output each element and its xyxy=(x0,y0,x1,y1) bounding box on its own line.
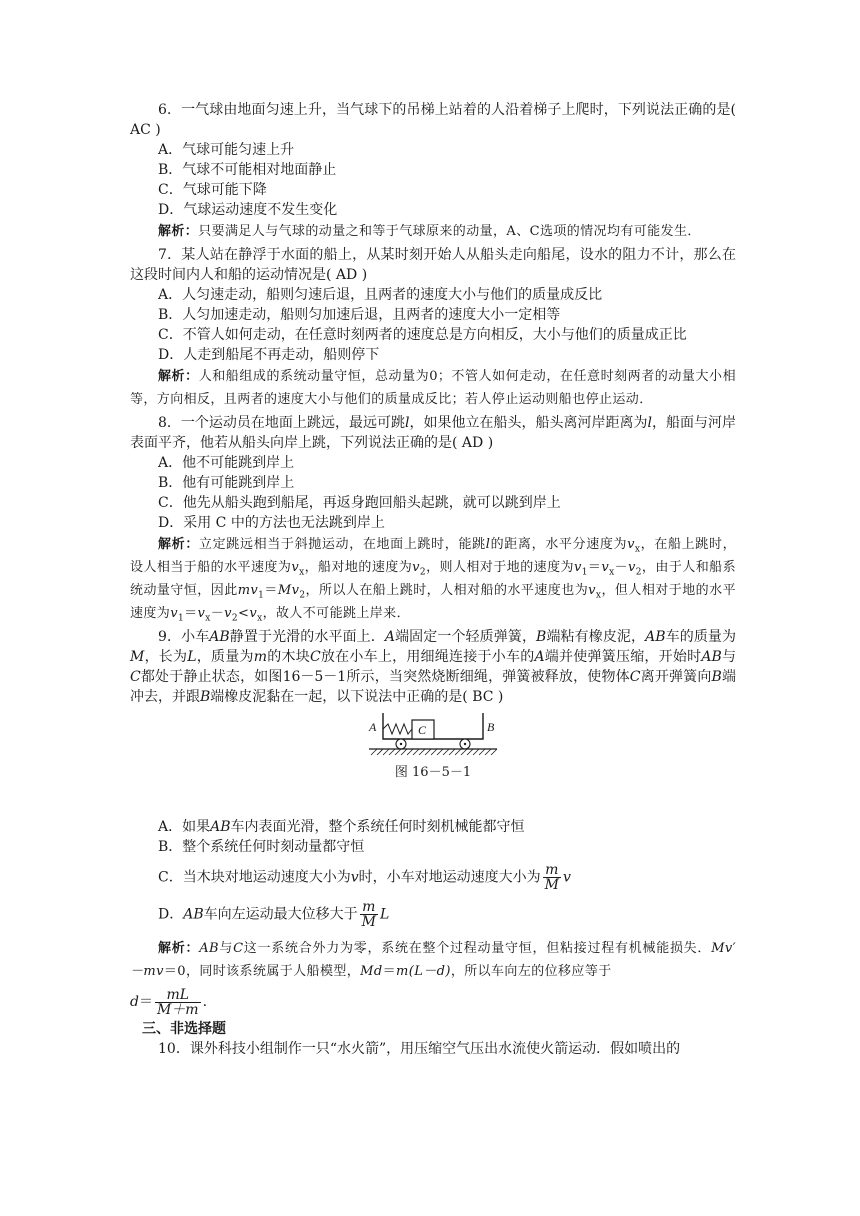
q9-stem-part: 端并使弹簧压缩，开始时 xyxy=(544,649,702,665)
q9-option-part: C．当木块对地运动速度大小为 xyxy=(158,869,351,886)
q8-var-v: v xyxy=(627,537,635,552)
fraction-m-over-M xyxy=(543,863,561,892)
q8-analysis-part: － xyxy=(210,606,225,621)
content xyxy=(130,100,736,1059)
q9-var-c: C xyxy=(309,649,321,665)
q9-var-a: A xyxy=(384,629,395,645)
q9-var-c: C xyxy=(130,669,141,685)
q9-stem-part: 9．小车 xyxy=(158,629,210,645)
q8-var-v: v xyxy=(291,560,300,575)
q8-analysis-part: ，则人相对于地的速度为 xyxy=(426,560,574,575)
q8-option-c: C．他先从船头跑到船尾，再返身跑回船头起跳，就可以跳到岸上 xyxy=(158,495,561,511)
q9-stem-part: 的木块 xyxy=(267,649,310,665)
q8-sub: x xyxy=(205,613,211,624)
q9-stem-part: 端橡皮泥黏在一起，以下说法中正确的是( BC ) xyxy=(210,689,504,705)
q9-option-part: A．如果 xyxy=(158,819,211,835)
label-b: B xyxy=(487,720,495,734)
q9-var-ab: AB xyxy=(199,941,219,956)
fraction-numerator: m xyxy=(360,900,378,915)
q9-var-v: v xyxy=(562,869,571,886)
q9-stem-part: ，质量为 xyxy=(196,649,254,665)
q8-option-b: B．他有可能跳到岸上 xyxy=(158,475,295,491)
q8-var-M: M xyxy=(277,583,292,598)
q8-var-l: l xyxy=(404,415,410,431)
q9-var-b: B xyxy=(711,669,722,685)
ground-hatch xyxy=(371,749,497,755)
q8-var-v: v xyxy=(601,560,610,575)
q8-analysis-part: － xyxy=(614,560,628,575)
q8-var-l: l xyxy=(485,537,491,552)
q8-analysis-part: < xyxy=(238,606,250,621)
q9-var-ab: AB xyxy=(209,629,230,645)
section-heading: 三、非选择题 xyxy=(142,1021,226,1037)
q9-analysis-result xyxy=(130,985,736,1019)
q9-var-M: M xyxy=(130,649,145,665)
q8-sub: x xyxy=(257,613,263,624)
label-a: A xyxy=(369,720,377,734)
spring xyxy=(383,724,412,734)
q9-var-ab: AB xyxy=(701,649,722,665)
q8-sub: x xyxy=(634,544,641,555)
q9-var-c: C xyxy=(233,941,244,956)
q8-var-v: v xyxy=(588,583,596,598)
q8-var-v: v xyxy=(249,606,258,621)
q9-analysis-part: ＝0，同时该系统属于人船模型， xyxy=(163,964,361,979)
q8-analysis-part: ，在船上跳时，设人相当于船的水平速度为 xyxy=(130,537,737,575)
q8-sub: x xyxy=(609,567,615,578)
q7-option-d: D．人走到船尾不再走动，船则停下 xyxy=(158,347,380,363)
q8-analysis-part: ，由于人和船系统动量守恒，因此 xyxy=(130,560,736,598)
q8-sub: 2 xyxy=(231,613,239,624)
q9-option-part: 时，小车对地运动速度大小为 xyxy=(358,869,541,886)
q8-stem-part: ，如果他立在船头，船头离河岸距离为 xyxy=(409,415,648,431)
analysis-label: 解析： xyxy=(158,224,199,239)
fraction-numerator: m xyxy=(543,863,561,878)
q7-stem: 7．某人站在静浮于水面的船上，从某时刻开始人从船头走向船尾，设水的阻力不计，那么在这段时间内人和船的运动情况是( AD ) xyxy=(130,247,736,283)
q8-analysis-part: ，但人相对于地的水平速度为 xyxy=(130,583,737,621)
q6-option-b: B．气球不可能相对地面静止 xyxy=(158,162,337,178)
q9-var-L: L xyxy=(379,906,390,923)
q10-stem: 10．课外科技小组制作一只“水火箭”，用压缩空气压出水流使火箭运动．假如喷出的 xyxy=(158,1041,681,1057)
q9-var-ab: AB xyxy=(645,629,666,645)
q9-var-a: A xyxy=(534,649,545,665)
q9-analysis-part: ，所以车向左的位移应等于 xyxy=(450,964,612,979)
q7-analysis xyxy=(130,365,736,411)
q7-option-a: A．人匀速走动，船则匀速后退，且两者的速度大小与他们的质量成反比 xyxy=(158,287,603,303)
q8-var-v: v xyxy=(250,583,259,598)
q8-stem xyxy=(130,413,736,453)
analysis-label: 解析： xyxy=(158,369,199,384)
q9-expr: Mv′ xyxy=(711,941,736,956)
q9-var-d: d xyxy=(130,994,139,1010)
q9-stem-part: 离开弹簧向 xyxy=(640,669,712,685)
q8-analysis-part: ＝ xyxy=(184,606,198,621)
q8-var-v: v xyxy=(573,560,582,575)
q8-analysis xyxy=(130,533,736,625)
cart-diagram xyxy=(363,711,503,761)
figure-cart xyxy=(130,711,736,783)
q9-stem xyxy=(130,627,736,707)
q7-option-b: B．人匀加速走动，船则匀加速后退，且两者的速度大小一定相等 xyxy=(158,307,561,323)
fraction-m-over-M xyxy=(360,900,378,929)
q9-var-b: B xyxy=(200,689,211,705)
q9-var-v: v xyxy=(350,869,359,886)
q8-sub: 1 xyxy=(581,567,588,578)
q8-sub: 2 xyxy=(419,567,427,578)
q9-var-ab: AB xyxy=(210,819,231,835)
q9-option-part: 车向左运动最大位移大于 xyxy=(203,906,358,923)
q9-analysis-part: ＝ xyxy=(138,994,153,1010)
q8-var-v: v xyxy=(197,606,206,621)
q9-stem-part: 端冲去，并跟 xyxy=(130,669,736,705)
q9-stem-part: 与 xyxy=(721,649,737,665)
q6-option-d: D．气球运动速度不发生变化 xyxy=(158,202,338,218)
q9-var-L: L xyxy=(187,649,197,665)
q9-option-d xyxy=(130,900,736,929)
q9-option-b: B．整个系统任何时刻动量都守恒 xyxy=(158,839,365,855)
fraction-numerator: mL xyxy=(155,988,201,1003)
q8-sub: 1 xyxy=(258,590,265,601)
q8-var-l: l xyxy=(647,415,652,431)
q9-analysis-part: ＝ xyxy=(382,964,396,979)
q6-option-c: C．气球可能下降 xyxy=(158,182,267,198)
q9-stem-part: 端粘有橡皮泥， xyxy=(546,629,646,645)
q8-sub: 2 xyxy=(299,590,306,601)
q9-stem-part: 静置于光滑的水平面上． xyxy=(229,629,385,645)
q7-analysis-text: 人和船组成的系统动量守恒，总动量为0；不管人如何走动，在任意时刻两者的动量大小相等，方向相反，且两者的速度大小与他们的质量成反比；若人停止运动则船也停止运动． xyxy=(130,369,736,407)
q9-stem-part: 放在小车上，用细绳连接于小车的 xyxy=(320,649,535,665)
label-c: C xyxy=(418,723,427,737)
q6-analysis xyxy=(130,220,736,243)
q9-var-m: m xyxy=(253,649,268,665)
q8-analysis-part: ，故人不可能跳上岸来． xyxy=(262,606,410,621)
q6-analysis-text: 只要满足人与气球的动量之和等于气球原来的动量，A、C选项的情况均有可能发生． xyxy=(198,224,701,239)
q8-analysis-part: 立定跳远相当于斜抛运动，在地面上跳时，能跳 xyxy=(198,537,486,552)
q9-option-part: 车内表面光滑，整个系统任何时刻机械能都守恒 xyxy=(230,819,525,835)
q8-analysis-part: ＝ xyxy=(264,583,278,598)
analysis-label: 解析： xyxy=(158,941,200,956)
q6-stem: 6．一气球由地面匀速上升，当气球下的吊梯上站着的人沿着梯子上爬时，下列说法正确的是( AC ) xyxy=(130,102,736,138)
q8-sub: 2 xyxy=(635,567,642,578)
q9-var-ab: AB xyxy=(183,906,204,923)
q7-option-c: C．不管人如何走动，在任意时刻两者的速度总是方向相反，大小与他们的质量成正比 xyxy=(158,327,687,343)
q6-option-a: A．气球可能匀速上升 xyxy=(158,142,295,158)
q9-stem-part: 车的质量为 xyxy=(665,629,737,645)
figure-caption: 图 16－5－1 xyxy=(394,765,472,780)
q9-option-c xyxy=(130,863,736,892)
q8-var-v: v xyxy=(412,560,420,575)
q9-stem-part: 都处于静止状态，如图16－5－1所示，当突然烧断细绳，弹簧被释放，使物体 xyxy=(140,669,630,685)
q8-sub: x xyxy=(595,590,602,601)
q8-var-v: v xyxy=(170,606,178,621)
fraction-denominator: M xyxy=(544,877,559,893)
q8-analysis-part: ，所以人在船上跳时，人相对船的水平速度也为 xyxy=(305,583,589,598)
q9-analysis-part: 这一系统合外力为零，系统在整个过程动量守恒，但粘接过程有机械能损失． xyxy=(243,941,712,956)
q8-var-v: v xyxy=(628,560,636,575)
q9-analysis-part: . xyxy=(202,994,208,1010)
q8-stem-part: ，船面与河岸表面平齐，他若从船头向岸上跳，下列说法正确的是( AD ) xyxy=(130,415,737,451)
fraction-denominator: M＋m xyxy=(156,1001,199,1018)
fraction-denominator: M xyxy=(361,914,376,930)
q8-sub: x xyxy=(299,567,305,578)
q9-expr: m(L－d) xyxy=(396,964,451,979)
wheel-left-hub xyxy=(400,743,402,745)
q9-option-a xyxy=(130,817,736,837)
q8-var-v: v xyxy=(291,583,300,598)
q8-var-v: v xyxy=(224,606,232,621)
q9-expr: Md xyxy=(360,964,383,979)
q9-var-b: B xyxy=(536,629,547,645)
fraction-mL-over-Mm xyxy=(155,988,201,1017)
q8-stem-part: 8．一个运动员在地面上跳远，最远可跳 xyxy=(158,415,405,431)
q8-option-d: D．采用 C 中的方法也无法跳到岸上 xyxy=(158,515,385,531)
q9-stem-part: ，长为 xyxy=(144,649,188,665)
q9-analysis xyxy=(130,937,736,983)
analysis-label: 解析： xyxy=(158,537,199,552)
q9-stem-part: 端固定一个轻质弹簧， xyxy=(394,629,537,645)
q8-sub: 1 xyxy=(177,613,185,624)
q8-analysis-part: 的距离，水平分速度为 xyxy=(490,537,628,552)
q9-expr: －mv xyxy=(130,964,164,979)
q8-var-m: m xyxy=(237,583,251,598)
q9-analysis-part: 与 xyxy=(219,941,234,956)
wheel-right-hub xyxy=(464,743,466,745)
q8-analysis-part: ，船对地的速度为 xyxy=(304,560,413,575)
q8-analysis-part: ＝ xyxy=(587,560,602,575)
q8-option-a: A．他不可能跳到岸上 xyxy=(158,455,295,471)
q9-var-c: C xyxy=(629,669,641,685)
q9-option-part: D． xyxy=(158,906,184,923)
